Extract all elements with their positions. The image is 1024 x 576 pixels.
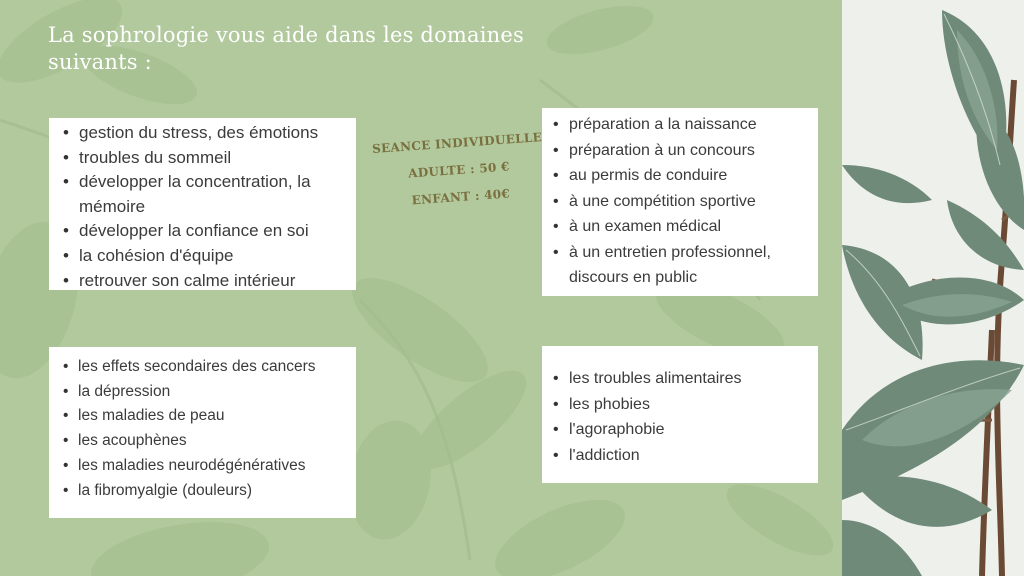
list-item: • à un examen médical xyxy=(547,214,818,240)
list-item: • la fibromyalgie (douleurs) xyxy=(56,479,356,504)
plant-photo xyxy=(842,0,1024,576)
session-heading: SEANCE INDIVIDUELLE xyxy=(371,130,543,156)
ficus-plant-image xyxy=(842,0,1024,576)
list-item: • préparation à un concours xyxy=(547,138,818,164)
list-item: • troubles du sommeil xyxy=(57,146,356,171)
list-item: • les effets secondaires des cancers xyxy=(56,355,356,380)
list-item: • les maladies neurodégénératives xyxy=(56,454,356,479)
list-item: • la cohésion d'équipe xyxy=(57,244,356,269)
list-item: • au permis de conduire xyxy=(547,163,818,189)
disorders-list-box xyxy=(542,346,818,483)
list-item: • à un entretien professionnel, discours en public xyxy=(547,240,818,291)
list-item: • développer la confiance en soi xyxy=(57,219,356,244)
list-item: • préparation a la naissance xyxy=(547,112,818,138)
list-item: • l'agoraphobie xyxy=(547,417,818,443)
list-item: • l'addiction xyxy=(547,443,818,469)
preparation-list-box xyxy=(542,108,818,296)
list-item: • retrouver son calme intérieur xyxy=(57,269,356,294)
list-item: • les acouphènes xyxy=(56,429,356,454)
page-title: La sophrologie vous aide dans les domaines suivants : xyxy=(48,23,524,74)
list-item: • les phobies xyxy=(547,392,818,418)
wellbeing-list-box xyxy=(49,118,356,290)
session-prices xyxy=(367,124,550,217)
list-item: • les maladies de peau xyxy=(56,404,356,429)
list-item: • les troubles alimentaires xyxy=(547,366,818,392)
list-item: • la dépression xyxy=(56,380,356,405)
list-item: • à une compétition sportive xyxy=(547,189,818,215)
child-price: ENFANT : 40€ xyxy=(411,186,511,208)
health-list-box xyxy=(49,347,356,518)
list-item: • développer la concentration, la mémoire xyxy=(57,170,356,219)
list-item: • gestion du stress, des émotions xyxy=(57,121,356,146)
adult-price: ADULTE : 50 € xyxy=(407,159,511,181)
